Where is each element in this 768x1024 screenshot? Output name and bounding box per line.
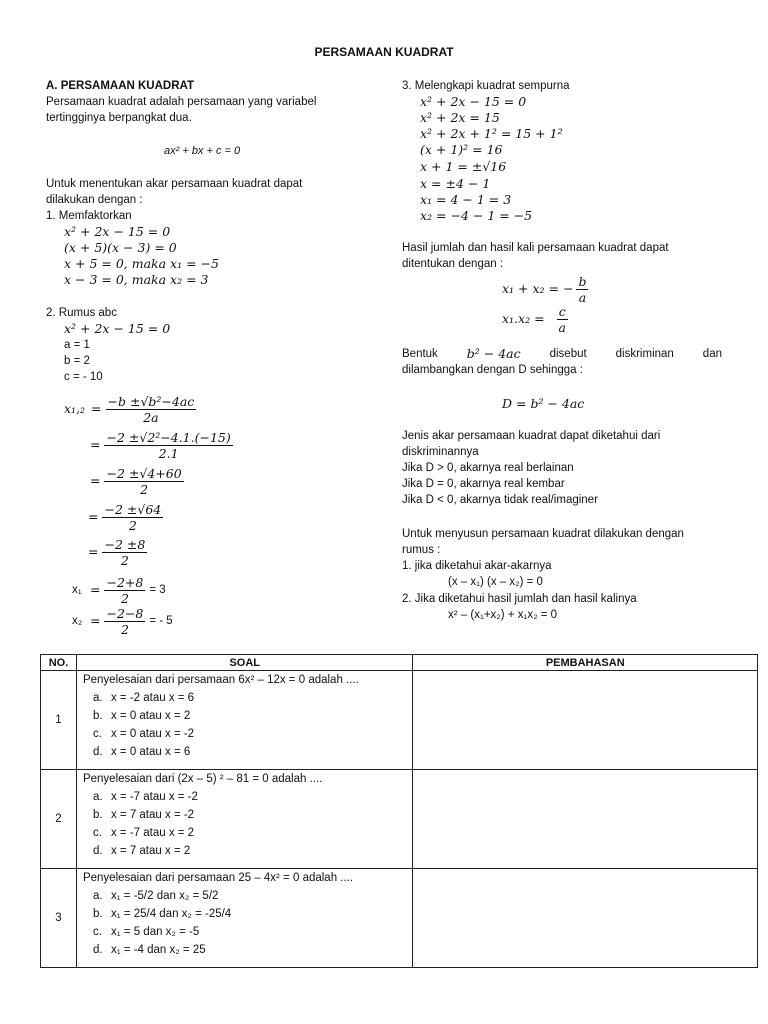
equals-sign: =	[90, 437, 101, 452]
m2-equation: x² + 2x − 15 = 0	[64, 321, 171, 336]
option	[77, 707, 413, 725]
m1-line: x + 5 = 0, maka x₁ = −5	[64, 256, 219, 271]
x12-label: x₁,₂	[64, 401, 86, 416]
abc-step-5	[88, 535, 147, 569]
option-letter: c.	[92, 827, 102, 839]
product-lhs: x₁.x₂ =	[502, 311, 545, 326]
table-row	[41, 770, 758, 869]
denominator: 2a	[143, 409, 159, 425]
option-text: x = -7 atau x = -2	[110, 791, 198, 803]
option-letter: c.	[92, 728, 102, 740]
option	[77, 923, 413, 941]
denominator: a	[578, 289, 587, 305]
header-pembahasan: PEMBAHASAN	[413, 655, 758, 671]
m3-line: x + 1 = ±√16	[420, 159, 507, 174]
jika-line: Jika D = 0, akarnya real kembar	[402, 478, 565, 490]
d-formula: D = b² − 4ac	[502, 396, 585, 411]
option-text: x = -7 atau x = 2	[110, 827, 195, 839]
denominator: 2	[120, 590, 129, 606]
numerator: c	[558, 303, 566, 319]
discriminant-expr: b² − 4ac	[466, 346, 521, 361]
m3-line: x₁ = 4 − 1 = 3	[420, 192, 512, 207]
option-text: x₁ = -5/2 dan x₂ = 5/2	[110, 890, 219, 902]
word: Bentuk	[402, 348, 438, 360]
susun-item-1: 1. jika diketahui akar-akarnya	[402, 560, 552, 572]
option-text: x = 7 atau x = 2	[110, 845, 191, 857]
abc-step-2	[90, 428, 233, 462]
option	[77, 842, 413, 860]
jenis-line-1: Jenis akar persamaan kuadrat dapat diketahui dari	[402, 430, 661, 442]
option-text: x = 0 atau x = 6	[110, 746, 191, 758]
question-cell	[76, 671, 413, 770]
fraction	[104, 466, 183, 497]
table-row	[41, 671, 758, 770]
x1-result	[72, 573, 166, 607]
product-formula	[502, 302, 568, 336]
susun-formula-1: (x – x₁) (x – x₂) = 0	[448, 576, 543, 588]
question-text: Penyelesaian dari persamaan 6x² – 12x = 0 adalah ....	[82, 674, 359, 686]
abc-step-4	[88, 500, 163, 534]
table-header-row	[41, 655, 758, 671]
option-letter: b.	[92, 908, 103, 920]
susun-line-2: rumus :	[402, 544, 441, 556]
option	[77, 941, 413, 959]
option-letter: a.	[92, 692, 103, 704]
row-number: 2	[41, 770, 77, 869]
coef-a: a = 1	[64, 339, 90, 351]
sum-lhs: x₁ + x₂ = −	[502, 281, 574, 296]
coef-b: b = 2	[64, 355, 90, 367]
numerator: −b ±√b²−4ac	[107, 393, 195, 409]
numerator: −2 ±√64	[104, 501, 162, 517]
option	[77, 743, 413, 761]
m3-line: x² + 2x − 15 = 0	[420, 94, 527, 109]
section-heading: A. PERSAMAAN KUADRAT	[46, 80, 195, 92]
equals-sign: =	[91, 401, 102, 416]
word: diskriminan	[615, 348, 674, 360]
option-letter: a.	[92, 890, 103, 902]
option-letter: d.	[92, 845, 103, 857]
jika-line: Jika D < 0, akarnya tidak real/imaginer	[402, 494, 598, 506]
option-text: x = 0 atau x = 2	[110, 710, 191, 722]
x1-label: x₁	[72, 584, 82, 596]
option	[77, 905, 413, 923]
jenis-line-2: diskriminannya	[402, 446, 479, 458]
numerator: −2 ±8	[104, 536, 146, 552]
fraction	[104, 575, 145, 606]
option-letter: d.	[92, 944, 103, 956]
method-3-title: 3. Melengkapi kuadrat sempurna	[402, 80, 570, 92]
denominator: 2	[140, 481, 149, 497]
fraction	[104, 430, 232, 461]
akar-line-1: Untuk menentukan akar persamaan kuadrat dapat	[46, 178, 303, 190]
hasil-line-2: ditentukan dengan :	[402, 258, 504, 270]
page-title: PERSAMAAN KUADRAT	[314, 45, 454, 59]
sum-formula	[502, 272, 588, 306]
denominator: a	[558, 319, 566, 335]
row-number: 1	[41, 671, 77, 770]
m3-line: x² + 2x + 1² = 15 + 1²	[420, 126, 563, 141]
fraction	[102, 502, 163, 533]
denominator: 2	[120, 621, 129, 637]
option	[77, 689, 413, 707]
m3-line: x = ±4 − 1	[420, 176, 491, 191]
option-text: x₁ = 5 dan x₂ = -5	[110, 926, 200, 938]
option-text: x = 7 atau x = -2	[110, 809, 195, 821]
header-soal: SOAL	[76, 655, 413, 671]
question-text: Penyelesaian dari persamaan 25 – 4x² = 0 adalah ....	[82, 872, 354, 884]
x2-value: = - 5	[149, 615, 173, 627]
question-cell	[76, 770, 413, 869]
option-letter: b.	[92, 710, 103, 722]
denominator: 2.1	[158, 445, 179, 461]
option	[77, 806, 413, 824]
jika-line: Jika D > 0, akarnya real berlainan	[402, 462, 574, 474]
option-text: x₁ = 25/4 dan x₂ = -25/4	[110, 908, 232, 920]
numerator: −2 ±√4+60	[106, 465, 182, 481]
diskriminan-line-1	[402, 346, 722, 362]
numerator: −2−8	[106, 605, 144, 621]
m3-line: (x + 1)² = 16	[420, 142, 503, 157]
m1-line: x − 3 = 0, maka x₂ = 3	[64, 272, 209, 287]
numerator: −2+8	[106, 574, 144, 590]
m3-line: x₂ = −4 − 1 = −5	[420, 208, 533, 223]
pembahasan-cell	[413, 671, 758, 770]
method-1-title: 1. Memfaktorkan	[46, 210, 132, 222]
m1-line: (x + 5)(x − 3) = 0	[64, 240, 177, 255]
equals-sign: =	[90, 613, 101, 628]
numerator: b	[578, 273, 587, 289]
hasil-line-1: Hasil jumlah dan hasil kali persamaan kuadrat dapat	[402, 242, 669, 254]
akar-line-2: dilakukan dengan :	[46, 194, 143, 206]
diskriminan-line-2: dilambangkan dengan D sehingga :	[402, 364, 583, 376]
option-text: x = -2 atau x = 6	[110, 692, 195, 704]
susun-formula-2: x² – (x₁+x₂) + x₁x₂ = 0	[448, 609, 558, 621]
susun-item-2: 2. Jika diketahui hasil jumlah dan hasil kalinya	[402, 593, 637, 605]
option	[77, 725, 413, 743]
x1-value: = 3	[149, 584, 166, 596]
m3-line: x² + 2x = 15	[420, 110, 500, 125]
option-letter: d.	[92, 746, 103, 758]
denominator: 2	[128, 517, 137, 533]
equals-sign: =	[90, 582, 101, 597]
fraction	[557, 304, 568, 335]
question-cell	[76, 869, 413, 968]
option	[77, 788, 413, 806]
fraction	[576, 274, 588, 305]
numerator: −2 ±√2²−4.1.(−15)	[106, 429, 231, 445]
denominator: 2	[120, 552, 129, 568]
header-no: NO.	[41, 655, 77, 671]
method-2-title: 2. Rumus abc	[46, 307, 117, 319]
coef-c: c = - 10	[64, 371, 103, 383]
option-text: x₁ = -4 dan x₂ = 25	[110, 944, 206, 956]
word: disebut	[549, 348, 587, 360]
table-row	[41, 869, 758, 968]
abc-step-1	[64, 392, 196, 426]
fraction	[102, 537, 147, 568]
pembahasan-cell	[413, 869, 758, 968]
option-letter: b.	[92, 809, 103, 821]
fraction	[106, 394, 197, 425]
option-letter: a.	[92, 791, 103, 803]
row-number: 3	[41, 869, 77, 968]
option	[77, 824, 413, 842]
option	[77, 887, 413, 905]
exercise-table	[40, 654, 758, 968]
intro-line-2: tertingginya berpangkat dua.	[46, 112, 192, 124]
x2-result	[72, 604, 173, 638]
equals-sign: =	[88, 509, 99, 524]
fraction	[104, 606, 145, 637]
option-text: x = 0 atau x = -2	[110, 728, 195, 740]
susun-line-1: Untuk menyusun persamaan kuadrat dilakukan dengan	[402, 528, 684, 540]
abc-step-3	[90, 464, 184, 498]
x2-label: x₂	[72, 615, 83, 627]
equals-sign: =	[88, 544, 99, 559]
general-form: ax² + bx + c = 0	[164, 145, 241, 157]
option-letter: c.	[92, 926, 102, 938]
pembahasan-cell	[413, 770, 758, 869]
m1-line: x² + 2x − 15 = 0	[64, 224, 171, 239]
question-text: Penyelesaian dari (2x – 5) ² – 81 = 0 adalah ....	[82, 773, 323, 785]
intro-line-1: Persamaan kuadrat adalah persamaan yang variabel	[46, 96, 317, 108]
equals-sign: =	[90, 473, 101, 488]
word: dan	[702, 348, 722, 360]
